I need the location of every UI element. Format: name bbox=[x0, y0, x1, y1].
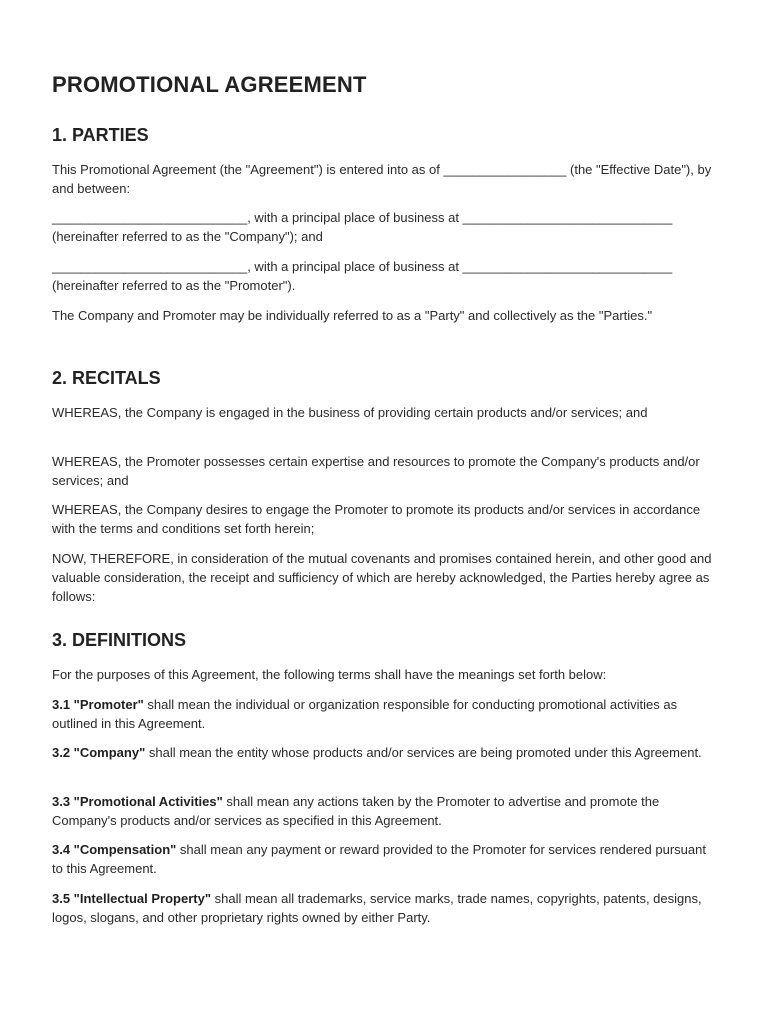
now-therefore-paragraph: NOW, THEREFORE, in consideration of the mutual covenants and promises contained herein, and other good and valuable consideration, the receipt and sufficiency of which are hereby acknowledged, the Parties hereby agree as follows: bbox=[52, 551, 712, 604]
definition-term: 3.5 "Intellectual Property" bbox=[52, 891, 211, 906]
section-heading-definitions: 3. DEFINITIONS bbox=[52, 630, 187, 650]
definition-text: shall mean any actions taken by the Promoter to advertise and promote the Company's products and/or services as specified in this Agreement. bbox=[52, 794, 660, 828]
definition-term: 3.4 "Compensation" bbox=[52, 842, 177, 857]
definition-item bbox=[52, 840, 720, 878]
definition-text: shall mean any payment or reward provided to the Promoter for services rendered pursuant to this Agreement. bbox=[52, 842, 706, 876]
recital-paragraph: WHEREAS, the Promoter possesses certain expertise and resources to promote the Company's products and/or services; and bbox=[52, 454, 700, 488]
company-party-paragraph: ___________________________, with a principal place of business at _____________________________ (hereinafter referred to as the "Company"); and bbox=[52, 210, 673, 244]
definition-term: 3.3 "Promotional Activities" bbox=[52, 794, 223, 809]
section-heading-parties: 1. PARTIES bbox=[52, 125, 149, 145]
definition-text: shall mean the entity whose products and/or services are being promoted under this Agreement. bbox=[145, 745, 702, 760]
parties-definition-paragraph: The Company and Promoter may be individually referred to as a "Party" and collectively as the "Parties." bbox=[52, 308, 653, 323]
definition-text: shall mean the individual or organization responsible for conducting promotional activities as outlined in this Agreement. bbox=[52, 697, 678, 731]
document-title: PROMOTIONAL AGREEMENT bbox=[52, 72, 367, 97]
definition-item bbox=[52, 889, 720, 927]
recital-paragraph: WHEREAS, the Company desires to engage the Promoter to promote its products and/or services in accordance with the terms and conditions set forth herein; bbox=[52, 502, 701, 536]
definition-term: 3.2 "Company" bbox=[52, 745, 146, 760]
definition-item bbox=[52, 695, 720, 733]
promoter-party-paragraph: ___________________________, with a principal place of business at _____________________________ (hereinafter referred to as the "Promoter"). bbox=[52, 259, 673, 293]
definition-text: shall mean all trademarks, service marks, trade names, copyrights, patents, designs, logos, slogans, and other proprietary rights owned by either Party. bbox=[52, 891, 702, 925]
definition-item bbox=[52, 743, 720, 762]
parties-intro-paragraph: This Promotional Agreement (the "Agreement") is entered into as of _________________ (the "Effective Date"), by and between: bbox=[52, 162, 712, 196]
definition-term: 3.1 "Promoter" bbox=[52, 697, 144, 712]
section-heading-recitals: 2. RECITALS bbox=[52, 368, 161, 388]
definitions-intro-paragraph: For the purposes of this Agreement, the following terms shall have the meanings set forth below: bbox=[52, 667, 607, 682]
recital-paragraph: WHEREAS, the Company is engaged in the business of providing certain products and/or services; and bbox=[52, 405, 648, 420]
definition-item bbox=[52, 792, 720, 830]
